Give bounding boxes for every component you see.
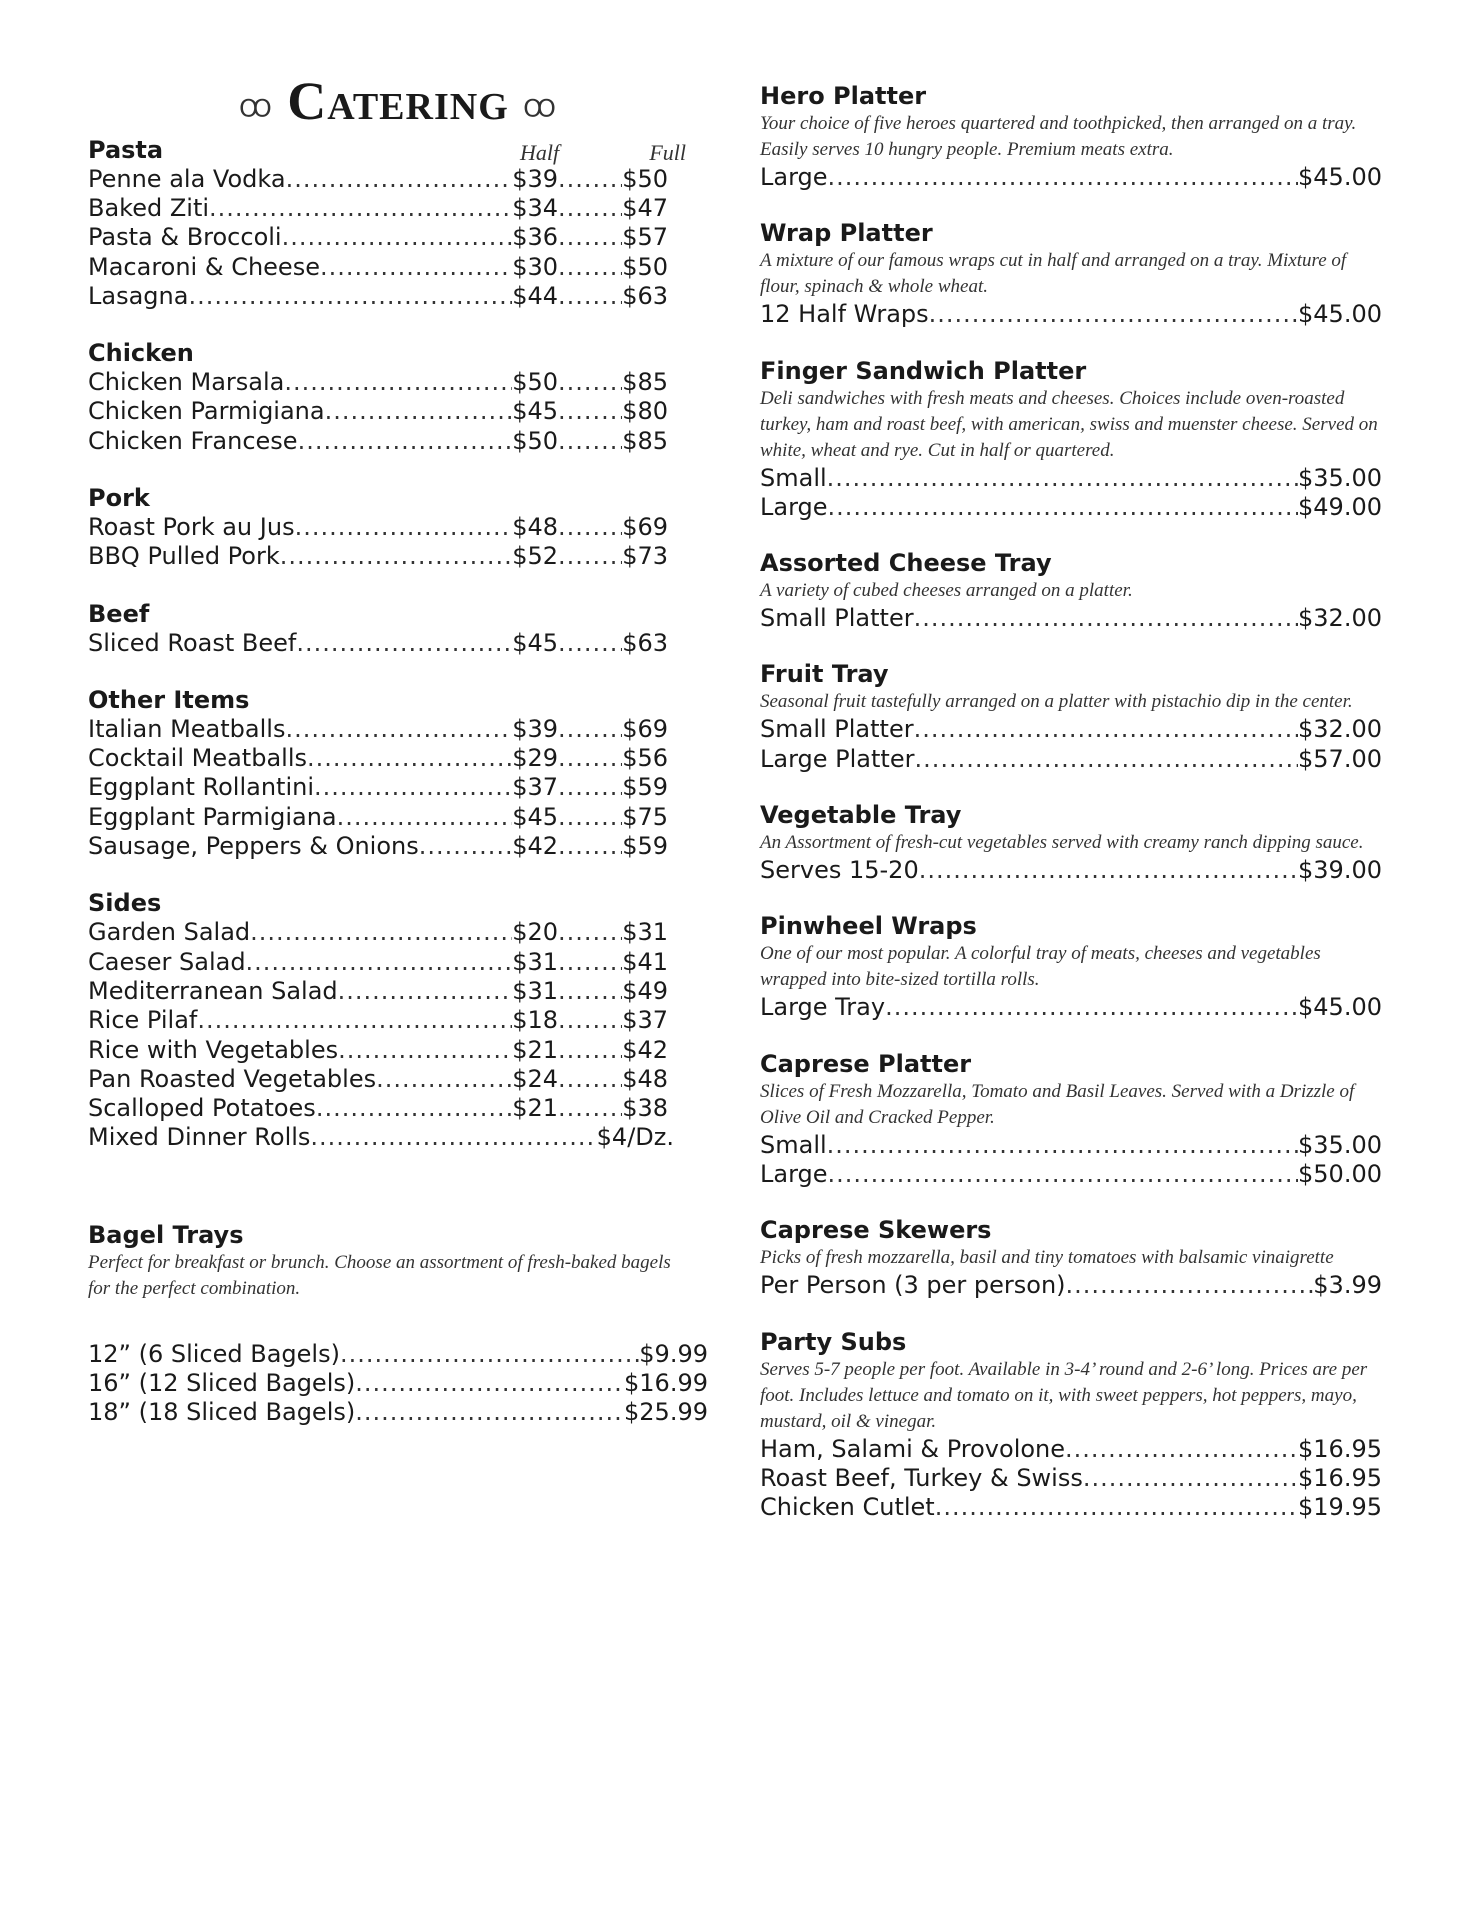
menu-item-row bbox=[88, 977, 668, 1006]
dot-leader bbox=[914, 715, 1298, 744]
item-price: $45.00 bbox=[1298, 993, 1382, 1022]
dot-leader bbox=[558, 629, 622, 658]
full-price: $50 bbox=[622, 252, 668, 281]
menu-item-row bbox=[88, 948, 668, 977]
section-description: Deli sandwiches with fresh meats and cheeses. Choices include oven-roasted turkey, ham and roast beef, with american, swiss and muenster cheese. Served on white, wheat and rye. Cut in half or quartered. bbox=[760, 387, 1378, 461]
dot-leader bbox=[340, 1340, 639, 1369]
dot-leader bbox=[209, 194, 512, 223]
full-price: $41 bbox=[622, 947, 668, 976]
menu-item-row bbox=[760, 163, 1382, 192]
section-heading-wrap-platter: Wrap Platter bbox=[760, 219, 933, 248]
dot-leader bbox=[914, 745, 1298, 774]
dot-leader bbox=[885, 993, 1298, 1022]
half-price: $50 bbox=[512, 368, 558, 397]
section-description: Your choice of five heroes quartered and toothpicked, then arranged on a tray. Easily serves 10 hungry people. Premium meats extra. bbox=[760, 113, 1357, 160]
dot-leader bbox=[558, 282, 622, 311]
full-price: $48 bbox=[622, 1064, 668, 1093]
dot-leader bbox=[558, 194, 622, 223]
item-name: Pan Roasted Vegetables bbox=[88, 1064, 377, 1093]
pasta-header bbox=[88, 136, 708, 165]
item-name: Chicken Cutlet bbox=[760, 1493, 935, 1522]
section-heading-chicken: Chicken bbox=[88, 339, 194, 368]
section-wrap-platter bbox=[760, 219, 1382, 329]
dot-leader bbox=[558, 1065, 622, 1094]
item-name: BBQ Pulled Pork bbox=[88, 542, 280, 571]
section-heading-assorted-cheese-tray: Assorted Cheese Tray bbox=[760, 549, 1052, 578]
item-name: Large bbox=[760, 1159, 828, 1188]
menu-item-row bbox=[88, 542, 668, 571]
full-price: $69 bbox=[622, 714, 668, 743]
full-price: $37 bbox=[622, 1006, 668, 1035]
dot-leader bbox=[558, 832, 622, 861]
section-heading-sides: Sides bbox=[88, 889, 162, 918]
section-description: Serves 5-7 people per foot. Available in 3-4’ round and 2-6’ long. Prices are per foot. Includes lettuce and tomato on it, with sweet peppers, hot peppers, mayo, mustard, oil & vinegar. bbox=[760, 1358, 1368, 1432]
menu-item-row bbox=[88, 282, 668, 311]
dot-leader bbox=[298, 427, 513, 456]
menu-item-row bbox=[88, 223, 668, 252]
section-caprese-skewers bbox=[760, 1216, 1382, 1300]
dot-leader bbox=[558, 1094, 622, 1123]
half-price: $21 bbox=[512, 1035, 558, 1064]
item-name: Chicken Parmigiana bbox=[88, 397, 325, 426]
right-column bbox=[760, 82, 1382, 1549]
half-price: $20 bbox=[512, 918, 558, 947]
sides-list bbox=[88, 918, 708, 1123]
page-title bbox=[88, 72, 708, 136]
section-heading-finger-sandwich-platter: Finger Sandwich Platter bbox=[760, 356, 1087, 385]
item-name: Rice with Vegetables bbox=[88, 1035, 339, 1064]
dot-leader bbox=[828, 493, 1298, 522]
menu-item-row bbox=[760, 1271, 1382, 1300]
dot-leader bbox=[929, 300, 1298, 329]
dot-leader bbox=[286, 165, 513, 194]
section-heading-caprese-platter: Caprese Platter bbox=[760, 1049, 972, 1078]
column-label-full: Full bbox=[649, 139, 686, 165]
item-name: Lasagna bbox=[88, 281, 189, 310]
section-hero-platter bbox=[760, 82, 1382, 192]
item-name: Sliced Roast Beef bbox=[88, 628, 297, 657]
item-name: 12” (6 Sliced Bagels) bbox=[88, 1339, 340, 1368]
item-name: Roast Beef, Turkey & Swiss bbox=[760, 1463, 1083, 1492]
item-price: $16.95 bbox=[1298, 1463, 1382, 1492]
dot-leader bbox=[558, 744, 622, 773]
item-name: Small bbox=[760, 1130, 827, 1159]
item-price: $49.00 bbox=[1298, 492, 1382, 521]
menu-item-row bbox=[760, 1160, 1382, 1189]
section-description: An Assortment of fresh-cut vegetables served with creamy ranch dipping sauce. bbox=[760, 832, 1364, 854]
section-heading-fruit-tray: Fruit Tray bbox=[760, 660, 889, 689]
menu-item-row bbox=[88, 253, 668, 282]
full-price: $63 bbox=[622, 281, 668, 310]
beef-list bbox=[88, 629, 708, 658]
menu-item-row bbox=[88, 715, 668, 744]
menu-item-row bbox=[88, 918, 668, 947]
chicken-list bbox=[88, 368, 708, 456]
half-price: $36 bbox=[512, 223, 558, 252]
section-pinwheel-wraps bbox=[760, 912, 1382, 1022]
full-price: $31 bbox=[622, 918, 668, 947]
dot-leader bbox=[919, 856, 1298, 885]
menu-item-row bbox=[88, 427, 668, 456]
dot-leader bbox=[558, 948, 622, 977]
dot-leader bbox=[558, 223, 622, 252]
half-price: $37 bbox=[512, 773, 558, 802]
menu-item-row bbox=[760, 856, 1382, 885]
dot-leader bbox=[310, 1123, 596, 1152]
section-finger-sandwich-platter bbox=[760, 357, 1382, 523]
item-name: Chicken Francese bbox=[88, 426, 298, 455]
left-column bbox=[88, 72, 708, 1428]
dot-leader bbox=[935, 1493, 1298, 1522]
full-price: $49 bbox=[622, 976, 668, 1005]
section-description: A variety of cubed cheeses arranged on a platter. bbox=[760, 580, 1133, 602]
section-heading-hero-platter: Hero Platter bbox=[760, 82, 927, 110]
item-price: $50.00 bbox=[1298, 1159, 1382, 1188]
item-name: Small Platter bbox=[760, 715, 914, 744]
dot-leader bbox=[914, 604, 1298, 633]
menu-item-row bbox=[88, 165, 668, 194]
menu-item-row bbox=[760, 1435, 1382, 1464]
section-heading-other-items: Other Items bbox=[88, 685, 250, 714]
item-price: $19.95 bbox=[1298, 1493, 1382, 1522]
item-price: $35.00 bbox=[1298, 463, 1382, 492]
menu-item-row bbox=[88, 397, 668, 426]
item-name: Cocktail Meatballs bbox=[88, 744, 307, 773]
full-price: $85 bbox=[622, 426, 668, 455]
half-price: $34 bbox=[512, 193, 558, 222]
half-price: $45 bbox=[512, 802, 558, 831]
item-name: Macaroni & Cheese bbox=[88, 252, 320, 281]
item-name: 16” (12 Sliced Bagels) bbox=[88, 1369, 356, 1398]
dot-leader bbox=[314, 773, 512, 802]
dot-leader bbox=[558, 397, 622, 426]
item-name: Eggplant Parmigiana bbox=[88, 802, 337, 831]
pork-list bbox=[88, 513, 708, 572]
menu-item-row bbox=[88, 832, 668, 861]
section-description: Perfect for breakfast or brunch. Choose an assortment of fresh-baked bagels for the perfect combination. bbox=[88, 1251, 671, 1299]
item-price: $4/Dz. bbox=[596, 1123, 674, 1152]
item-price: $16.99 bbox=[624, 1369, 708, 1398]
section-caprese-platter bbox=[760, 1050, 1382, 1190]
section-assorted-cheese-tray bbox=[760, 549, 1382, 633]
menu-item-row bbox=[760, 715, 1382, 744]
half-price: $48 bbox=[512, 512, 558, 541]
item-name: Small Platter bbox=[760, 604, 914, 633]
menu-item-row bbox=[88, 1369, 708, 1398]
menu-item-row bbox=[88, 1036, 668, 1065]
section-description: One of our most popular. A colorful tray of meats, cheeses and vegetables wrapped into bite-sized tortilla rolls. bbox=[760, 943, 1321, 991]
half-price: $31 bbox=[512, 947, 558, 976]
dot-leader bbox=[296, 629, 512, 658]
half-price: $21 bbox=[512, 1094, 558, 1123]
dot-leader bbox=[558, 773, 622, 802]
half-price: $30 bbox=[512, 252, 558, 281]
item-name: Large Platter bbox=[760, 744, 915, 773]
bagel-trays-list bbox=[88, 1340, 708, 1428]
section-heading-caprese-skewers: Caprese Skewers bbox=[760, 1216, 992, 1245]
item-name: Eggplant Rollantini bbox=[88, 773, 314, 802]
menu-item-row bbox=[760, 993, 1382, 1022]
section-heading-party-subs: Party Subs bbox=[760, 1327, 907, 1356]
dot-leader bbox=[188, 282, 512, 311]
title-text: Catering bbox=[287, 71, 509, 131]
dot-leader bbox=[325, 397, 513, 426]
section-heading-vegetable-tray: Vegetable Tray bbox=[760, 801, 962, 830]
section-heading-pinwheel-wraps: Pinwheel Wraps bbox=[760, 912, 977, 941]
full-price: $56 bbox=[622, 744, 668, 773]
item-price: $39.00 bbox=[1298, 856, 1382, 885]
dot-leader bbox=[307, 744, 512, 773]
menu-item-row bbox=[760, 1493, 1382, 1522]
menu-item-row bbox=[760, 464, 1382, 493]
full-price: $59 bbox=[622, 832, 668, 861]
full-price: $75 bbox=[622, 802, 668, 831]
menu-item-row bbox=[88, 1094, 668, 1123]
menu-item-row bbox=[88, 368, 668, 397]
dot-leader bbox=[558, 368, 622, 397]
full-price: $42 bbox=[622, 1035, 668, 1064]
item-price: $3.99 bbox=[1313, 1271, 1382, 1300]
menu-item-row bbox=[760, 1464, 1382, 1493]
other-items-list bbox=[88, 715, 708, 861]
item-price: $35.00 bbox=[1298, 1130, 1382, 1159]
dot-leader bbox=[280, 542, 512, 571]
dot-leader bbox=[284, 368, 512, 397]
column-label-half: Half bbox=[520, 139, 560, 165]
item-name: Scalloped Potatoes bbox=[88, 1094, 316, 1123]
left-ornament-icon: ꝏ bbox=[239, 87, 273, 125]
half-price: $39 bbox=[512, 164, 558, 193]
item-price: $57.00 bbox=[1298, 744, 1382, 773]
dot-leader bbox=[558, 1006, 622, 1035]
dot-leader bbox=[1083, 1464, 1298, 1493]
item-name: Penne ala Vodka bbox=[88, 164, 286, 193]
section-heading-bagel-trays: Bagel Trays bbox=[88, 1220, 244, 1249]
item-price: $32.00 bbox=[1298, 715, 1382, 744]
dot-leader bbox=[558, 513, 622, 542]
full-price: $85 bbox=[622, 368, 668, 397]
half-price: $29 bbox=[512, 744, 558, 773]
dot-leader bbox=[558, 918, 622, 947]
item-name: 18” (18 Sliced Bagels) bbox=[88, 1398, 356, 1427]
full-price: $57 bbox=[622, 223, 668, 252]
item-name: Mediterranean Salad bbox=[88, 976, 338, 1005]
dot-leader bbox=[558, 165, 622, 194]
half-price: $31 bbox=[512, 976, 558, 1005]
item-name: 12 Half Wraps bbox=[760, 300, 929, 329]
half-price: $18 bbox=[512, 1006, 558, 1035]
section-description: Picks of fresh mozzarella, basil and tiny tomatoes with balsamic vinaigrette bbox=[760, 1247, 1334, 1269]
full-price: $73 bbox=[622, 542, 668, 571]
dot-leader bbox=[282, 223, 513, 252]
item-name: Mixed Dinner Rolls bbox=[88, 1123, 311, 1152]
section-heading-pasta: Pasta bbox=[88, 135, 164, 164]
dot-leader bbox=[285, 715, 512, 744]
menu-item-row bbox=[88, 1398, 708, 1427]
dot-leader bbox=[419, 832, 512, 861]
full-price: $59 bbox=[622, 773, 668, 802]
menu-item-row bbox=[88, 773, 668, 802]
menu-item-row bbox=[88, 513, 668, 542]
menu-item-row bbox=[760, 300, 1382, 329]
item-name: Per Person (3 per person) bbox=[760, 1271, 1066, 1300]
section-description: Slices of Fresh Mozzarella, Tomato and Basil Leaves. Served with a Drizzle of Olive Oil and Cracked Pepper. bbox=[760, 1080, 1355, 1128]
dot-leader bbox=[338, 977, 513, 1006]
section-description: A mixture of our famous wraps cut in half and arranged on a tray. Mixture of flour, spinach & whole wheat. bbox=[760, 250, 1347, 298]
dot-leader bbox=[1065, 1435, 1298, 1464]
menu-item-row bbox=[760, 745, 1382, 774]
item-name: Serves 15-20 bbox=[760, 856, 919, 885]
section-heading-pork: Pork bbox=[88, 483, 150, 512]
dot-leader bbox=[558, 253, 622, 282]
item-name: Garden Salad bbox=[88, 918, 251, 947]
dot-leader bbox=[558, 715, 622, 744]
dot-leader bbox=[250, 918, 512, 947]
half-price: $45 bbox=[512, 628, 558, 657]
dot-leader bbox=[558, 803, 622, 832]
dot-leader bbox=[558, 977, 622, 1006]
half-price: $24 bbox=[512, 1064, 558, 1093]
dot-leader bbox=[246, 948, 513, 977]
dot-leader bbox=[295, 513, 513, 542]
dot-leader bbox=[197, 1006, 512, 1035]
item-name: Sausage, Peppers & Onions bbox=[88, 832, 419, 861]
dot-leader bbox=[558, 427, 622, 456]
dot-leader bbox=[558, 1036, 622, 1065]
dot-leader bbox=[338, 1036, 512, 1065]
item-price: $32.00 bbox=[1298, 604, 1382, 633]
item-name: Roast Pork au Jus bbox=[88, 512, 295, 541]
item-name: Italian Meatballs bbox=[88, 714, 286, 743]
half-price: $42 bbox=[512, 832, 558, 861]
menu-item-row bbox=[88, 1006, 668, 1035]
item-price: $9.99 bbox=[639, 1339, 708, 1368]
item-name: Small bbox=[760, 463, 827, 492]
dot-leader bbox=[376, 1065, 512, 1094]
dot-leader bbox=[558, 542, 622, 571]
item-price: $25.99 bbox=[624, 1398, 708, 1427]
item-name: Rice Pilaf bbox=[88, 1006, 198, 1035]
dot-leader bbox=[828, 1160, 1298, 1189]
item-name: Large bbox=[760, 163, 828, 191]
right-ornament-icon: ꝏ bbox=[523, 87, 557, 125]
section-vegetable-tray bbox=[760, 801, 1382, 885]
half-price: $50 bbox=[512, 426, 558, 455]
half-price: $45 bbox=[512, 397, 558, 426]
full-price: $38 bbox=[622, 1094, 668, 1123]
item-name: Caeser Salad bbox=[88, 947, 246, 976]
item-name: Pasta & Broccoli bbox=[88, 223, 282, 252]
menu-item-row bbox=[88, 1340, 708, 1369]
menu-item-row bbox=[88, 803, 668, 832]
section-heading-beef: Beef bbox=[88, 599, 150, 628]
menu-item-row bbox=[88, 1065, 668, 1094]
menu-item-row bbox=[88, 744, 668, 773]
item-name: Baked Ziti bbox=[88, 193, 210, 222]
dot-leader bbox=[355, 1398, 624, 1427]
half-price: $44 bbox=[512, 281, 558, 310]
full-price: $63 bbox=[622, 628, 668, 657]
dot-leader bbox=[828, 163, 1298, 192]
dot-leader bbox=[1066, 1271, 1314, 1300]
full-price: $50 bbox=[622, 164, 668, 193]
dot-leader bbox=[316, 1094, 512, 1123]
half-price: $39 bbox=[512, 714, 558, 743]
dot-leader bbox=[355, 1369, 624, 1398]
item-price: $45.00 bbox=[1298, 163, 1382, 191]
item-name: Chicken Marsala bbox=[88, 368, 285, 397]
dot-leader bbox=[827, 464, 1298, 493]
item-price: $16.95 bbox=[1298, 1434, 1382, 1463]
pasta-list bbox=[88, 165, 708, 311]
menu-item-row bbox=[760, 604, 1382, 633]
dot-leader bbox=[827, 1131, 1298, 1160]
menu-item-row bbox=[760, 1131, 1382, 1160]
full-price: $47 bbox=[622, 193, 668, 222]
section-party-subs bbox=[760, 1328, 1382, 1523]
full-price: $69 bbox=[622, 512, 668, 541]
item-price: $45.00 bbox=[1298, 300, 1382, 329]
dot-leader bbox=[337, 803, 513, 832]
section-description: Seasonal fruit tastefully arranged on a platter with pistachio dip in the center. bbox=[760, 691, 1353, 713]
menu-item-row bbox=[88, 629, 668, 658]
item-name: Large Tray bbox=[760, 993, 886, 1022]
section-fruit-tray bbox=[760, 660, 1382, 774]
dot-leader bbox=[320, 253, 512, 282]
full-price: $80 bbox=[622, 397, 668, 426]
item-name: Ham, Salami & Provolone bbox=[760, 1434, 1066, 1463]
item-name: Large bbox=[760, 492, 828, 521]
menu-item-row bbox=[88, 194, 668, 223]
menu-item-row bbox=[88, 1123, 674, 1152]
menu-item-row bbox=[760, 493, 1382, 522]
half-price: $52 bbox=[512, 542, 558, 571]
